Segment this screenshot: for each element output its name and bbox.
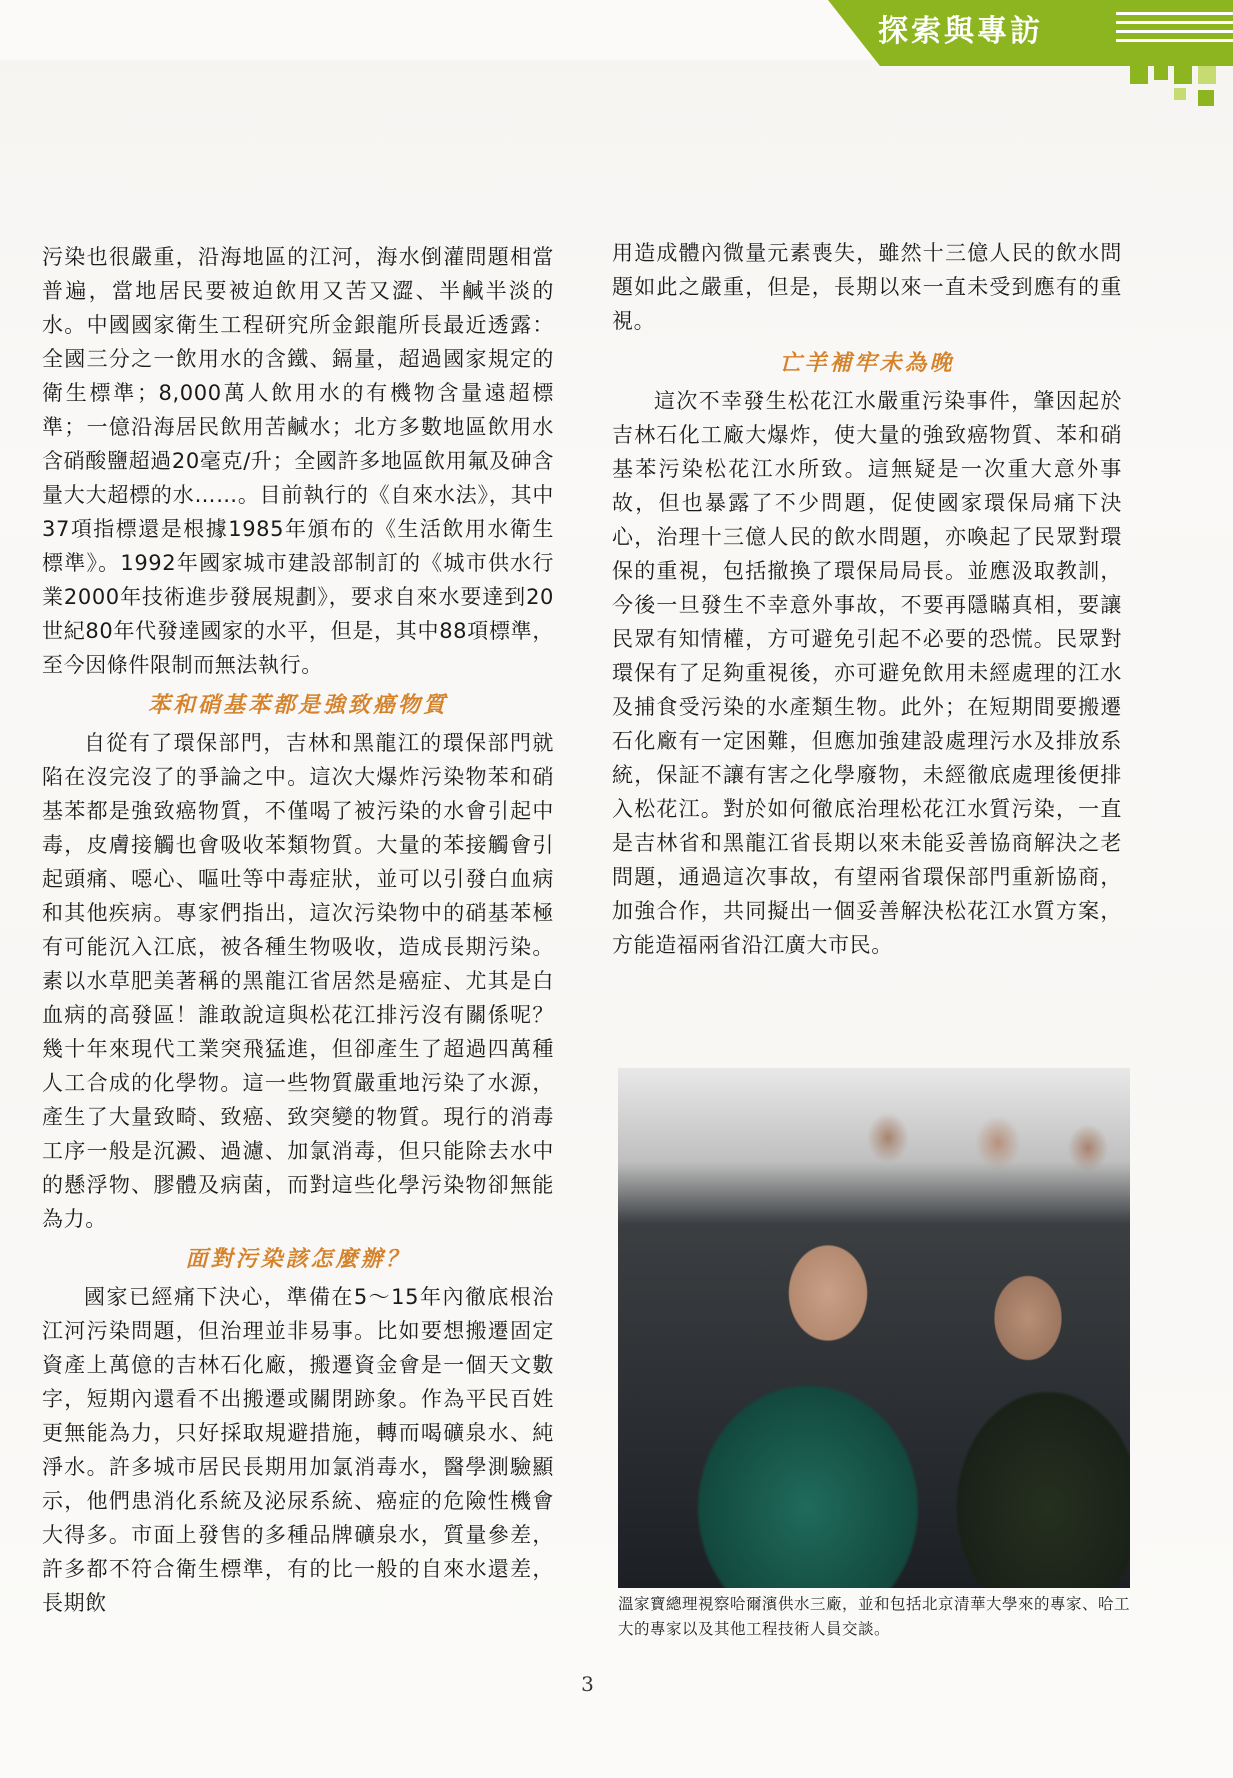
section-body-carcinogens: 自從有了環保部門，吉林和黑龍江的環保部門就陷在沒完沒了的爭論之中。這次大爆炸污染物苯和硝基苯都是強致癌物質，不僅喝了被污染的水會引起中毒，皮膚接觸也會吸收苯類物質。大量的苯接觸會引起頭痛、噁心、嘔吐等中毒症狀，並可以引發白血病和其他疾病。專家們指出，這次污染物中的硝基苯極有可能沉入江底，被各種生物吸收，造成長期污染。素以水草肥美著稱的黑龍江省居然是癌症、尤其是白血病的高發區！誰敢說這與松花江排污沒有關係呢？幾十年來現代工業突飛猛進，但卻產生了超過四萬種人工合成的化學物。這一些物質嚴重地污染了水源，產生了大量致畸、致癌、致突變的物質。現行的消毒工序一般是沉澱、過濾、加氯消毒，但只能除去水中的懸浮物、膠體及病菌，而對這些化學污染物卻無能為力。 — [42, 731, 554, 1231]
section-body-remedy: 這次不幸發生松花江水嚴重污染事件，肇因起於吉林石化工廠大爆炸，使大量的強致癌物質、苯和硝基苯污染松花江水所致。這無疑是一次重大意外事故，但也暴露了不少問題，促使國家環保局痛下決心，治理十三億人民的飲水問題，亦喚起了民眾對環保的重視，包括撤換了環保局局長。並應汲取教訓，今後一旦發生不幸意外事故，不要再隱瞞真相，要讓民眾有知情權，方可避免引起不必要的恐慌。民眾對環保有了足夠重視後，亦可避免飲用未經處理的江水及捕食受污染的水產類生物。此外；在短期間要搬遷石化廠有一定困難，但應加強建設處理污水及排放系統，保証不讓有害之化學廢物，未經徹底處理後便排入松花江。對於如何徹底治理松花江水質污染，一直是吉林省和黑龍江省長期以來未能妥善協商解決之老問題，通過這次事故，有望兩省環保部門重新協商，加強合作，共同擬出一個妥善解決松花江水質方案，方能造福兩省沿江廣大市民。 — [612, 389, 1122, 957]
decorative-stripes — [1116, 12, 1233, 48]
page-number: 3 — [581, 1672, 594, 1696]
news-photo — [618, 1068, 1130, 1588]
section-label: 探索與專訪 — [878, 14, 1043, 49]
intro-paragraph: 污染也很嚴重，沿海地區的江河，海水倒灌問題相當普遍，當地居民要被迫飲用又苦又澀、半鹹半淡的水。中國國家衛生工程研究所金銀龍所長最近透露：全國三分之一飲用水的含鐵、鎘量，超過國家規定的衛生標準；8,000萬人飲用水的有機物含量遠超標準；一億沿海居民飲用苦鹹水；北方多數地區飲用水含硝酸鹽超過20毫克/升；全國許多地區飲用氟及砷含量大大超標的水……。目前執行的《自來水法》，其中37項指標還是根據1985年頒布的《生活飲用水衛生標準》。1992年國家城市建設部制訂的《城市供水行業2000年技術進步發展規劃》，要求自來水要達到20世紀80年代發達國家的水平，但是，其中88項標準，至今因條件限制而無法執行。 — [42, 245, 554, 677]
section-heading-response: 面對污染該怎麼辦？ — [185, 1246, 411, 1272]
section-heading-carcinogens: 苯和硝基苯都是強致癌物質 — [147, 692, 448, 718]
section-body-response: 國家已經痛下決心，準備在5～15年內徹底根治江河污染問題，但治理並非易事。比如要想搬遷固定資產上萬億的吉林石化廠，搬遷資金會是一個天文數字，短期內還看不出搬遷或關閉跡象。作為平民百姓更無能為力，只好採取規避措施，轉而喝礦泉水、純淨水。許多城市居民長期用加氯消毒水，醫學測驗顯示，他們患消化系統及泌尿系統、癌症的危險性機會大得多。市面上發售的多種品牌礦泉水，質量參差，許多都不符合衛生標準，有的比一般的自來水還差，長期飲 — [42, 1285, 554, 1615]
section-heading-remedy: 亡羊補牢未為晚 — [779, 350, 955, 376]
left-column — [42, 240, 554, 1620]
photo-caption: 溫家寶總理視察哈爾濱供水三廠，並和包括北京清華大學來的專家、哈工大的專家以及其他工程技術人員交談。 — [618, 1595, 1131, 1638]
right-column — [612, 236, 1122, 962]
continuation-paragraph: 用造成體內微量元素喪失，雖然十三億人民的飲水問題如此之嚴重，但是，長期以來一直未受到應有的重視。 — [612, 241, 1122, 333]
